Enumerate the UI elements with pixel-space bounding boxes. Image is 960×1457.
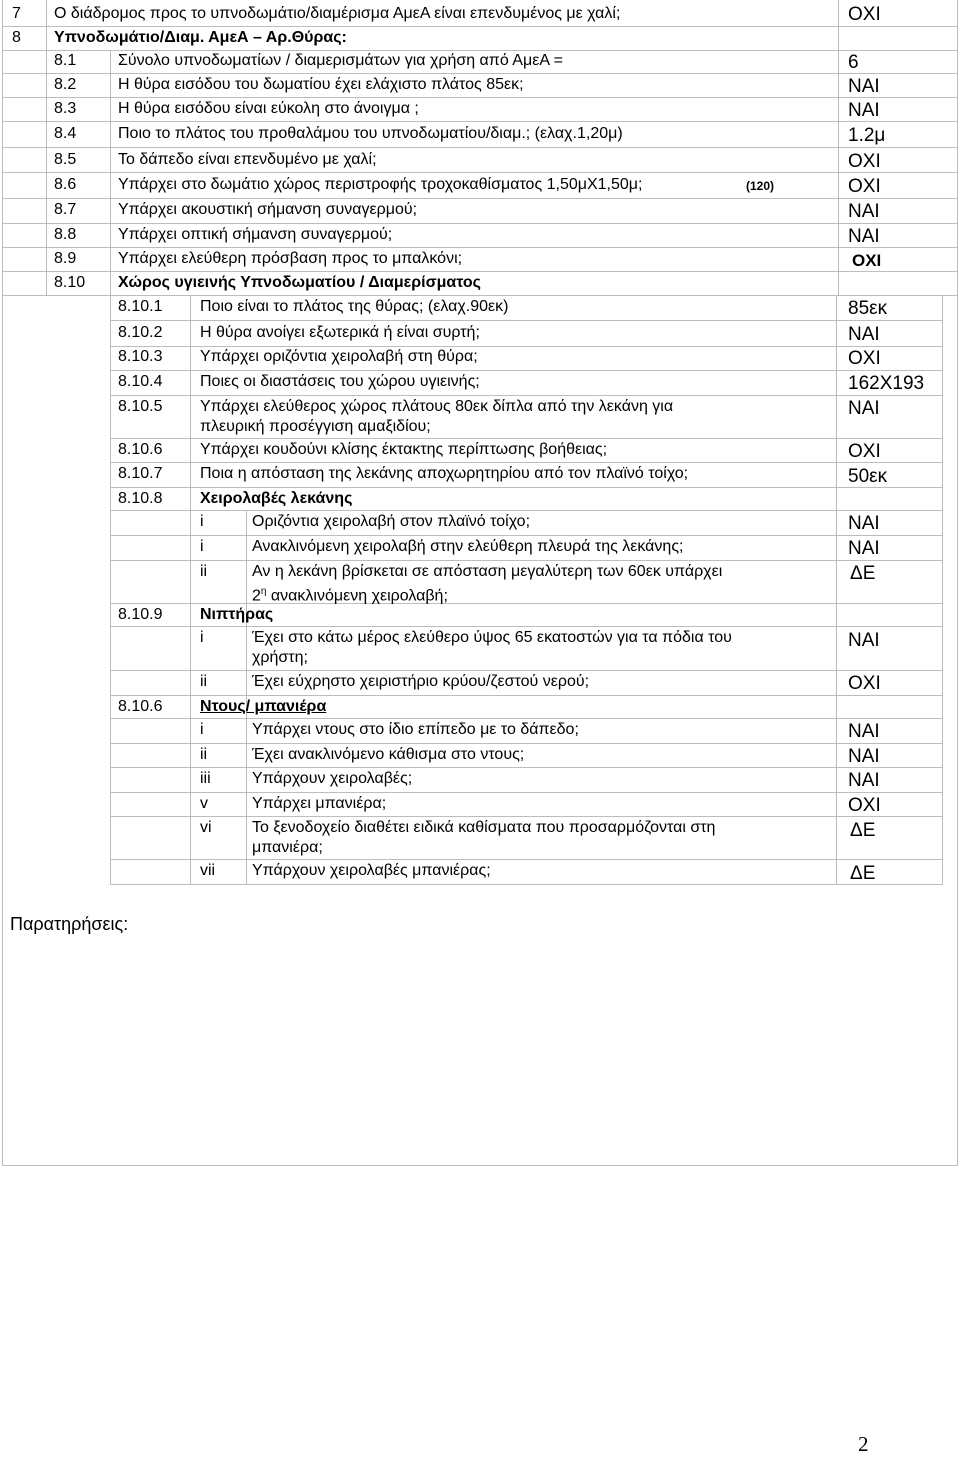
- answer-value: 6: [848, 52, 859, 73]
- answer-value: 162Χ193: [848, 373, 925, 394]
- item-number: 8.10: [54, 274, 86, 291]
- item-number: 8.10.6: [118, 698, 163, 715]
- question-text: Ποιο το πλάτος του προθαλάμου του υπνοδωματίου/διαμ.; (ελαχ.1,20μ): [118, 125, 623, 142]
- roman-numeral: iii: [200, 770, 211, 787]
- question-text-continued: μπανιέρα;: [252, 839, 323, 856]
- question-text: Ο διάδρομος προς το υπνοδωμάτιο/διαμέρισμα ΑμεΑ είναι επενδυμένος με χαλί;: [54, 5, 621, 22]
- roman-numeral: i: [200, 513, 204, 530]
- roman-numeral: vii: [200, 862, 216, 879]
- question-text: Έχει ανακλινόμενο κάθισμα στο ντους;: [252, 746, 525, 763]
- roman-numeral: ii: [200, 673, 208, 690]
- item-number: 8.10.3: [118, 348, 163, 365]
- question-text: Υπάρχει ακουστική σήμανση συναγερμού;: [118, 201, 418, 218]
- roman-numeral: ii: [200, 563, 208, 580]
- answer-value: ΟΧΙ: [848, 673, 881, 694]
- roman-numeral: v: [200, 795, 208, 812]
- question-text: Ποιες οι διαστάσεις του χώρου υγιεινής;: [200, 373, 480, 390]
- answer-value: ΔΕ: [850, 820, 876, 841]
- item-number: 8.7: [54, 201, 77, 218]
- item-number: 8.10.4: [118, 373, 163, 390]
- answer-value: ΟΧΙ: [848, 4, 881, 25]
- answer-value: ΝΑΙ: [848, 324, 880, 345]
- small-note: (120): [746, 179, 775, 193]
- item-number: 8.10.2: [118, 324, 163, 341]
- section-heading: Χειρολαβές λεκάνης: [200, 490, 353, 507]
- answer-value: ΝΑΙ: [848, 538, 880, 559]
- section-heading: Νιπτήρας: [200, 606, 274, 623]
- item-number: 8.3: [54, 100, 77, 117]
- section-heading: Υπνοδωμάτιο/Διαμ. ΑμεΑ – Αρ.Θύρας:: [54, 29, 347, 46]
- question-text: Υπάρχει στο δωμάτιο χώρος περιστροφής τροχοκαθίσματος 1,50μΧ1,50μ;: [118, 176, 643, 193]
- section-heading: Χώρος υγιεινής Υπνοδωματίου / Διαμερίσματος: [118, 274, 481, 291]
- question-text: Σύνολο υπνοδωματίων / διαμερισμάτων για χρήση από ΑμεΑ =: [118, 52, 563, 69]
- item-number: 8.4: [54, 125, 77, 142]
- item-number: 8.1: [54, 52, 77, 69]
- question-text: Ανακλινόμενη χειρολαβή στην ελεύθερη πλευρά της λεκάνης;: [252, 538, 684, 555]
- question-text: Οριζόντια χειρολαβή στον πλαϊνό τοίχο;: [252, 513, 531, 530]
- question-text: Το ξενοδοχείο διαθέτει ειδικά καθίσματα που προσαρμόζονται στη: [252, 819, 716, 836]
- item-number: 8.10.6: [118, 441, 163, 458]
- answer-value: ΝΑΙ: [848, 76, 880, 97]
- answer-value: ΝΑΙ: [848, 721, 880, 742]
- item-number: 8.9: [54, 250, 77, 267]
- answer-value: ΟΧΙ: [848, 348, 881, 369]
- answer-value: ΟΧΙ: [848, 151, 881, 172]
- question-text: Υπάρχει κουδούνι κλίσης έκτακτης περίπτωσης βοήθειας;: [200, 441, 608, 458]
- answer-value: ΟΧΙ: [852, 251, 882, 270]
- item-number: 8.10.1: [118, 298, 163, 315]
- answer-value: ΝΑΙ: [848, 100, 880, 121]
- answer-value: ΝΑΙ: [848, 746, 880, 767]
- question-text: Υπάρχουν χειρολαβές;: [252, 770, 413, 787]
- item-number: 8.6: [54, 176, 77, 193]
- question-text: Υπάρχουν χειρολαβές μπανιέρας;: [252, 862, 491, 879]
- section-heading: Ντους/ μπανιέρα: [200, 698, 327, 715]
- question-text: Αν η λεκάνη βρίσκεται σε απόσταση μεγαλύτερη των 60εκ υπάρχει: [252, 563, 723, 580]
- roman-numeral: i: [200, 538, 204, 555]
- question-text: Έχει εύχρηστο χειριστήριο κρύου/ζεστού νερού;: [252, 673, 590, 690]
- question-text: Η θύρα ανοίγει εξωτερικά ή είναι συρτή;: [200, 324, 480, 341]
- answer-value: ΝΑΙ: [848, 630, 880, 651]
- roman-numeral: i: [200, 721, 204, 738]
- item-number: 8.10.8: [118, 490, 163, 507]
- question-text: Υπάρχει ντους στο ίδιο επίπεδο με το δάπεδο;: [252, 721, 579, 738]
- item-number: 8.10.9: [118, 606, 163, 623]
- answer-value: ΝΑΙ: [848, 513, 880, 534]
- answer-value: ΝΑΙ: [848, 201, 880, 222]
- question-text: Υπάρχει ελεύθερη πρόσβαση προς το μπαλκόνι;: [118, 250, 463, 267]
- answer-value: 85εκ: [848, 298, 888, 319]
- question-text-continued: $2^\eta$ ανακλινόμενη χειρολαβή;: [252, 586, 448, 605]
- question-text-continued: πλευρική προσέγγιση αμαξιδίου;: [200, 418, 431, 435]
- roman-numeral: i: [200, 629, 204, 646]
- remarks-label: Παρατηρήσεις:: [10, 914, 129, 934]
- item-number: 7: [12, 5, 21, 22]
- item-number: 8.5: [54, 151, 77, 168]
- answer-value: ΟΧΙ: [848, 441, 881, 462]
- answer-value: ΟΧΙ: [848, 795, 881, 816]
- answer-value: ΝΑΙ: [848, 226, 880, 247]
- question-text-continued: χρήστη;: [252, 649, 308, 666]
- question-text: Υπάρχει οριζόντια χειρολαβή στη θύρα;: [200, 348, 478, 365]
- item-number: 8.10.7: [118, 465, 163, 482]
- question-text: Έχει στο κάτω μέρος ελεύθερο ύψος 65 εκατοστών για τα πόδια του: [252, 629, 732, 646]
- question-text: Ποια η απόσταση της λεκάνης αποχωρητηρίου από τον πλαϊνό τοίχο;: [200, 465, 689, 482]
- answer-value: ΝΑΙ: [848, 398, 880, 419]
- answer-value: 50εκ: [848, 466, 888, 487]
- answer-value: ΔΕ: [850, 563, 876, 584]
- question-text: Η θύρα εισόδου είναι εύκολη στο άνοιγμα ;: [118, 100, 419, 117]
- roman-numeral: vi: [200, 819, 212, 836]
- item-number: 8: [12, 29, 21, 46]
- answer-value: ΝΑΙ: [848, 770, 880, 791]
- item-number: 8.8: [54, 226, 77, 243]
- question-text: Η θύρα εισόδου του δωματίου έχει ελάχιστο πλάτος 85εκ;: [118, 76, 524, 93]
- question-text: Υπάρχει μπανιέρα;: [252, 795, 387, 812]
- question-text: Ποιο είναι το πλάτος της θύρας; (ελαχ.90εκ): [200, 298, 509, 315]
- item-number: 8.2: [54, 76, 77, 93]
- answer-value: ΟΧΙ: [848, 176, 881, 197]
- question-text: Το δάπεδο είναι επενδυμένο με χαλί;: [118, 151, 377, 168]
- answer-value: ΔΕ: [850, 863, 876, 884]
- answer-value: 1.2μ: [848, 125, 886, 146]
- page-number: 2: [858, 1432, 869, 1456]
- question-text: Υπάρχει οπτική σήμανση συναγερμού;: [118, 226, 393, 243]
- item-number: 8.10.5: [118, 398, 163, 415]
- question-text: Υπάρχει ελεύθερος χώρος πλάτους 80εκ δίπλα από την λεκάνη για: [200, 398, 674, 415]
- roman-numeral: ii: [200, 746, 208, 763]
